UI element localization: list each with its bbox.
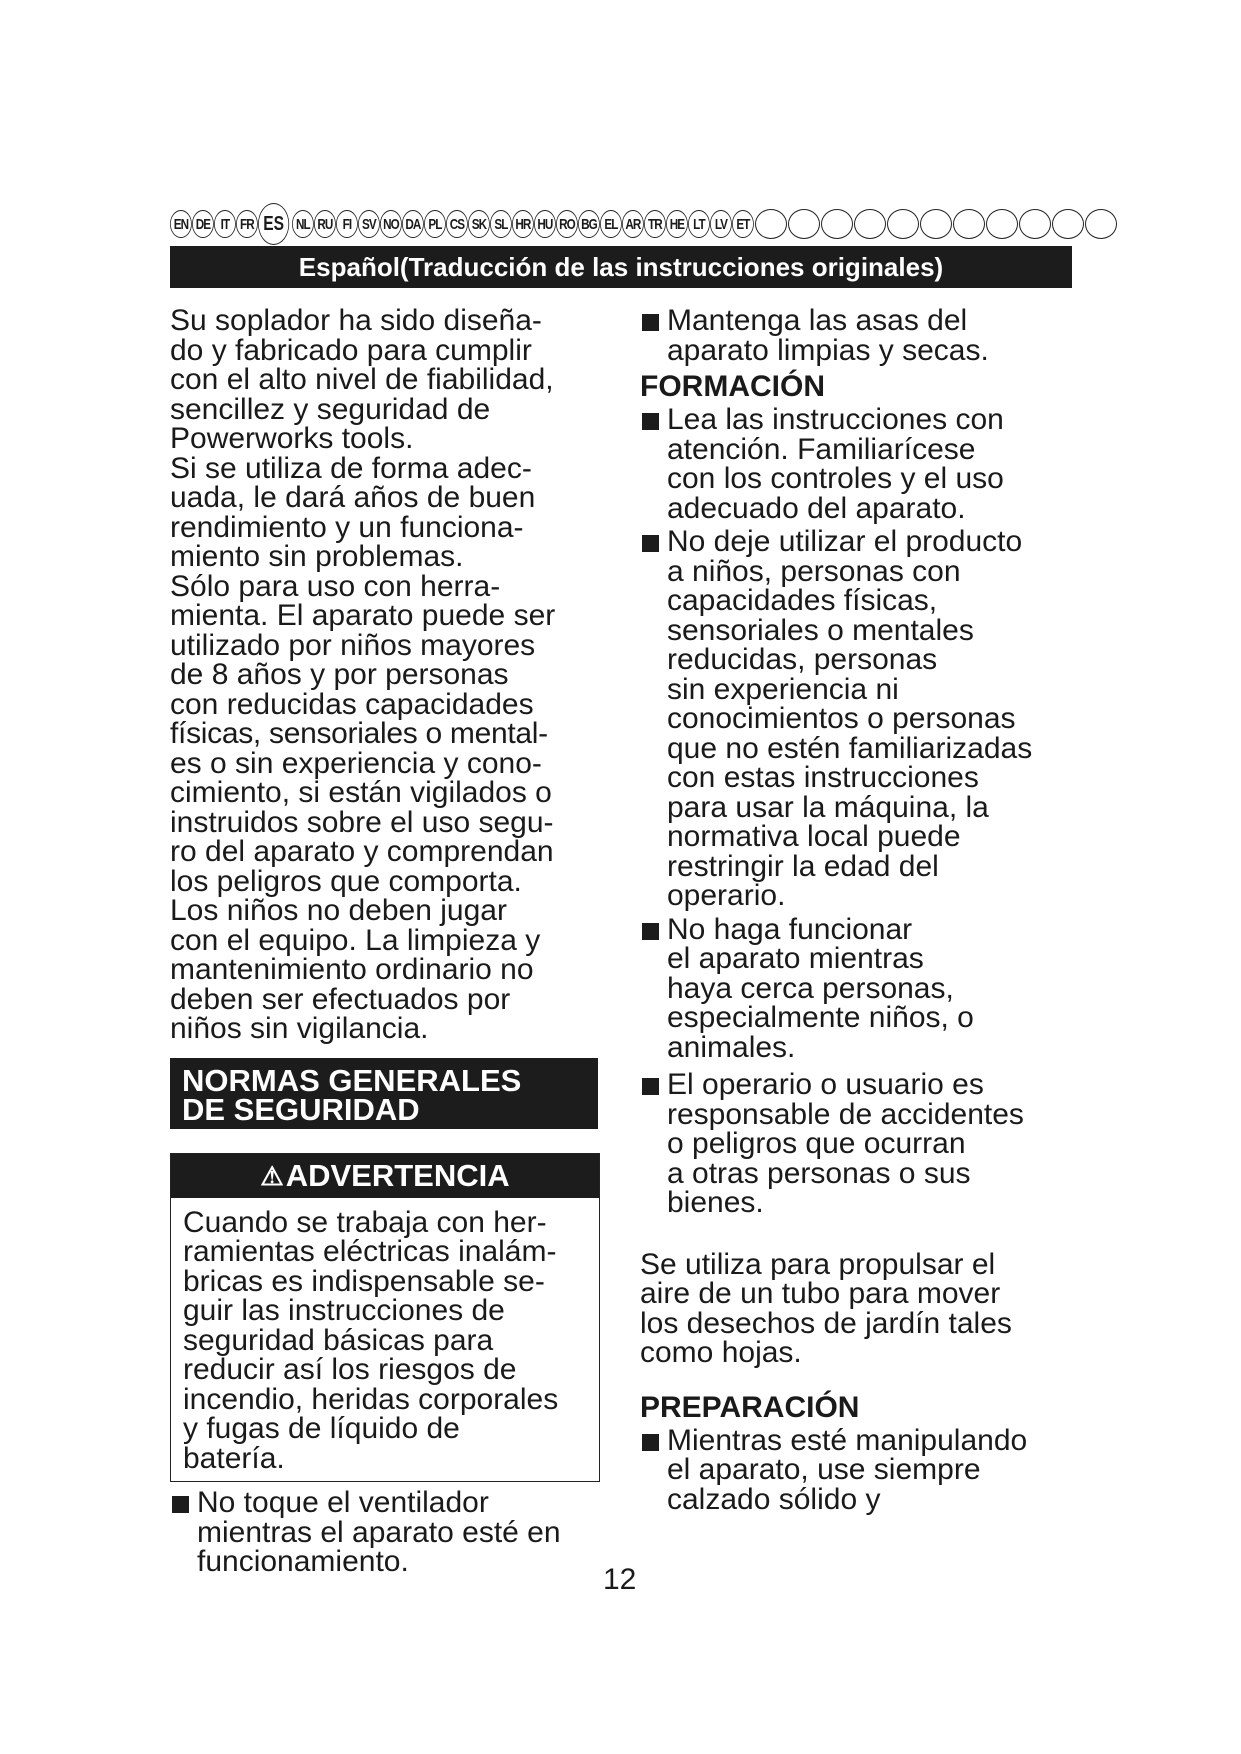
bullet-item xyxy=(640,912,1080,1064)
empty-slot xyxy=(788,209,820,239)
left-column xyxy=(170,306,610,1577)
lang-es-active: ES xyxy=(258,203,289,245)
text-line: funcionamiento. xyxy=(197,1545,409,1578)
text-line: mantenimiento ordinario no xyxy=(170,953,534,986)
text-line: adecuado del aparato. xyxy=(667,491,966,525)
lang-de: DE xyxy=(192,210,214,238)
text-line: Powerworks tools. xyxy=(170,422,414,455)
bullet-text xyxy=(667,1070,1080,1218)
text-line: con el equipo. La limpieza y xyxy=(170,923,541,957)
text-line: miento sin problemas. xyxy=(170,540,464,573)
warning-triangle-icon: ⚠ xyxy=(260,1160,284,1191)
text-line: Si se utiliza de forma adec- xyxy=(170,451,532,485)
lang-en: EN xyxy=(170,210,192,238)
heading-formacion: FORMACIÓN xyxy=(640,370,825,403)
lang-ro: RO xyxy=(556,210,578,238)
text-line: especialmente niños, o xyxy=(667,1001,974,1034)
lang-ru: RU xyxy=(314,210,336,238)
language-codes xyxy=(170,208,754,240)
section-title-line: NORMAS GENERALES xyxy=(182,1062,522,1098)
text-line: o peligros que ocurran xyxy=(667,1127,966,1160)
lang-pl: PL xyxy=(424,210,446,238)
lang-he: HE xyxy=(666,210,688,238)
bullet-text xyxy=(667,306,1080,365)
section-title-line: DE SEGURIDAD xyxy=(182,1091,420,1127)
text-line: los desechos de jardín tales xyxy=(640,1306,1012,1340)
bullet-item xyxy=(640,527,1080,911)
text-line: operario. xyxy=(667,879,786,912)
text-line: incendio, heridas corporales xyxy=(183,1382,559,1416)
text-line: físicas, sensoriales o mental- xyxy=(170,717,548,750)
text-line: El operario o usuario es xyxy=(667,1068,984,1101)
lang-nl: NL xyxy=(292,210,314,238)
lang-bg: BG xyxy=(578,210,600,238)
text-line: haya cerca personas, xyxy=(667,971,954,1005)
text-line: a otras personas o sus xyxy=(667,1156,971,1190)
empty-slot xyxy=(887,209,919,239)
page-number: 12 xyxy=(603,1563,637,1596)
bullet-text xyxy=(667,405,1080,523)
bullet-square-icon xyxy=(642,923,659,940)
text-line: con reducidas capacidades xyxy=(170,687,534,721)
empty-slot xyxy=(821,209,853,239)
text-line: Los niños no deben jugar xyxy=(170,894,507,927)
text-line: Su soplador ha sido diseña- xyxy=(170,304,542,337)
bullet-text xyxy=(197,1488,610,1577)
text-line: Lea las instrucciones con xyxy=(667,403,1004,436)
text-line: cimiento, si están vigilados o xyxy=(170,776,552,809)
text-line: conocimientos o personas xyxy=(667,702,1016,735)
text-line: para usar la máquina, la xyxy=(667,790,989,824)
text-line: batería. xyxy=(183,1441,285,1475)
section-title-general-safety xyxy=(170,1058,598,1129)
text-line: Cuando se trabaja con her- xyxy=(183,1205,547,1239)
empty-slot xyxy=(1019,209,1051,239)
text-line: utilizado por niños mayores xyxy=(170,628,536,662)
empty-language-slots xyxy=(754,209,1117,239)
bullet-item xyxy=(640,1423,1080,1516)
empty-slot xyxy=(1052,209,1084,239)
text-line: mientras el aparato esté en xyxy=(197,1515,561,1549)
empty-slot xyxy=(755,209,787,239)
text-line: reducidas, personas xyxy=(667,643,938,676)
empty-slot xyxy=(920,209,952,239)
bullet-square-icon xyxy=(642,1078,659,1095)
lang-sv: SV xyxy=(358,210,380,238)
text-line: ro del aparato y comprendan xyxy=(170,835,554,868)
lang-hu: HU xyxy=(534,210,556,238)
text-line: do y fabricado para cumplir xyxy=(170,333,532,367)
heading-preparacion: PREPARACIÓN xyxy=(640,1390,860,1424)
lang-sk: SK xyxy=(468,210,490,238)
lang-hr: HR xyxy=(512,210,534,238)
text-line: como hojas. xyxy=(640,1336,802,1369)
usage-paragraph xyxy=(640,1247,1080,1369)
lang-it: IT xyxy=(214,210,236,238)
text-line: los peligros que comporta. xyxy=(170,864,522,898)
lang-ar: AR xyxy=(622,210,644,238)
text-line: que no estén familiarizadas xyxy=(667,731,1033,765)
bullet-text xyxy=(667,527,1080,911)
bullet-square-icon xyxy=(642,314,659,331)
text-line: responsable de accidentes xyxy=(667,1097,1024,1131)
text-line: sencillez y seguridad de xyxy=(170,392,491,426)
bullet-text xyxy=(667,912,1080,1064)
bullet-square-icon xyxy=(642,413,659,430)
text-line: animales. xyxy=(667,1030,796,1064)
text-line: Mantenga las asas del xyxy=(667,304,968,337)
lang-lv: LV xyxy=(710,210,732,238)
page-header: Español(Traducción de las instrucciones originales) xyxy=(170,246,1072,288)
lang-et: ET xyxy=(732,210,754,238)
text-line: guir las instrucciones de xyxy=(183,1294,505,1327)
warning-title: ADVERTENCIA xyxy=(285,1157,510,1193)
text-line: instruidos sobre el uso segu- xyxy=(170,805,554,839)
text-line: No deje utilizar el producto xyxy=(667,525,1023,558)
text-line: uada, le dará años de buen xyxy=(170,481,536,514)
bullet-item xyxy=(640,405,1080,523)
text-line: normativa local puede xyxy=(667,820,961,853)
text-line: bricas es indispensable se- xyxy=(183,1264,545,1298)
empty-slot xyxy=(953,209,985,239)
text-line: sensoriales o mentales xyxy=(667,613,974,647)
lang-da: DA xyxy=(402,210,424,238)
text-line: deben ser efectuados por xyxy=(170,982,511,1016)
text-line: rendimiento y un funciona- xyxy=(170,510,524,544)
bullet-item xyxy=(640,1070,1080,1218)
intro-paragraph xyxy=(170,306,610,1044)
bullet-square-icon xyxy=(642,535,659,552)
empty-slot xyxy=(986,209,1018,239)
warning-box xyxy=(170,1153,600,1483)
text-line: aparato limpias y secas. xyxy=(667,333,989,367)
text-line: el aparato mientras xyxy=(667,942,924,975)
text-line: y fugas de líquido de xyxy=(183,1412,460,1445)
text-line: con el alto nivel de fiabilidad, xyxy=(170,363,554,396)
lang-tr: TR xyxy=(644,210,666,238)
lang-cs: CS xyxy=(446,210,468,238)
lang-fr: FR xyxy=(236,210,258,238)
bullet-item xyxy=(640,306,1080,365)
text-line: seguridad básicas para xyxy=(183,1323,494,1357)
lang-lt: LT xyxy=(688,210,710,238)
text-line: capacidades físicas, xyxy=(667,584,938,617)
language-selector xyxy=(170,206,1072,242)
text-line: aire de un tubo para mover xyxy=(640,1277,1001,1310)
text-line: atención. Familiarícese xyxy=(667,432,976,466)
text-line: reducir así los riesgos de xyxy=(183,1353,517,1386)
text-line: No haga funcionar xyxy=(667,912,913,946)
text-line: es o sin experiencia y cono- xyxy=(170,746,542,780)
empty-slot xyxy=(1085,209,1117,239)
text-line: ramientas eléctricas inalám- xyxy=(183,1235,557,1268)
lang-sl: SL xyxy=(490,210,512,238)
warning-header xyxy=(171,1154,599,1198)
text-line: bienes. xyxy=(667,1186,764,1219)
text-line: calzado sólido y xyxy=(667,1482,881,1516)
text-line: de 8 años y por personas xyxy=(170,658,509,691)
lang-el: EL xyxy=(600,210,622,238)
text-line: el aparato, use siempre xyxy=(667,1453,981,1486)
text-line: No toque el ventilador xyxy=(197,1486,489,1519)
text-line: niños sin vigilancia. xyxy=(170,1012,429,1045)
lang-no: NO xyxy=(380,210,402,238)
bullet-square-icon xyxy=(642,1434,659,1451)
bullet-text xyxy=(667,1423,1080,1516)
lang-fi: FI xyxy=(336,210,358,238)
text-line: Mientras esté manipulando xyxy=(667,1423,1028,1457)
text-line: mienta. El aparato puede ser xyxy=(170,599,556,632)
warning-body xyxy=(171,1198,599,1482)
right-column xyxy=(640,306,1080,1514)
text-line: con los controles y el uso xyxy=(667,462,1004,495)
text-line: sin experiencia ni xyxy=(667,672,899,706)
empty-slot xyxy=(854,209,886,239)
text-line: Sólo para uso con herra- xyxy=(170,569,501,603)
text-line: con estas instrucciones xyxy=(667,761,979,794)
bullet-square-icon xyxy=(172,1496,189,1513)
text-line: restringir la edad del xyxy=(667,849,939,883)
bullet-item xyxy=(170,1488,610,1577)
text-line: a niños, personas con xyxy=(667,554,961,588)
text-line: Se utiliza para propulsar el xyxy=(640,1247,996,1281)
